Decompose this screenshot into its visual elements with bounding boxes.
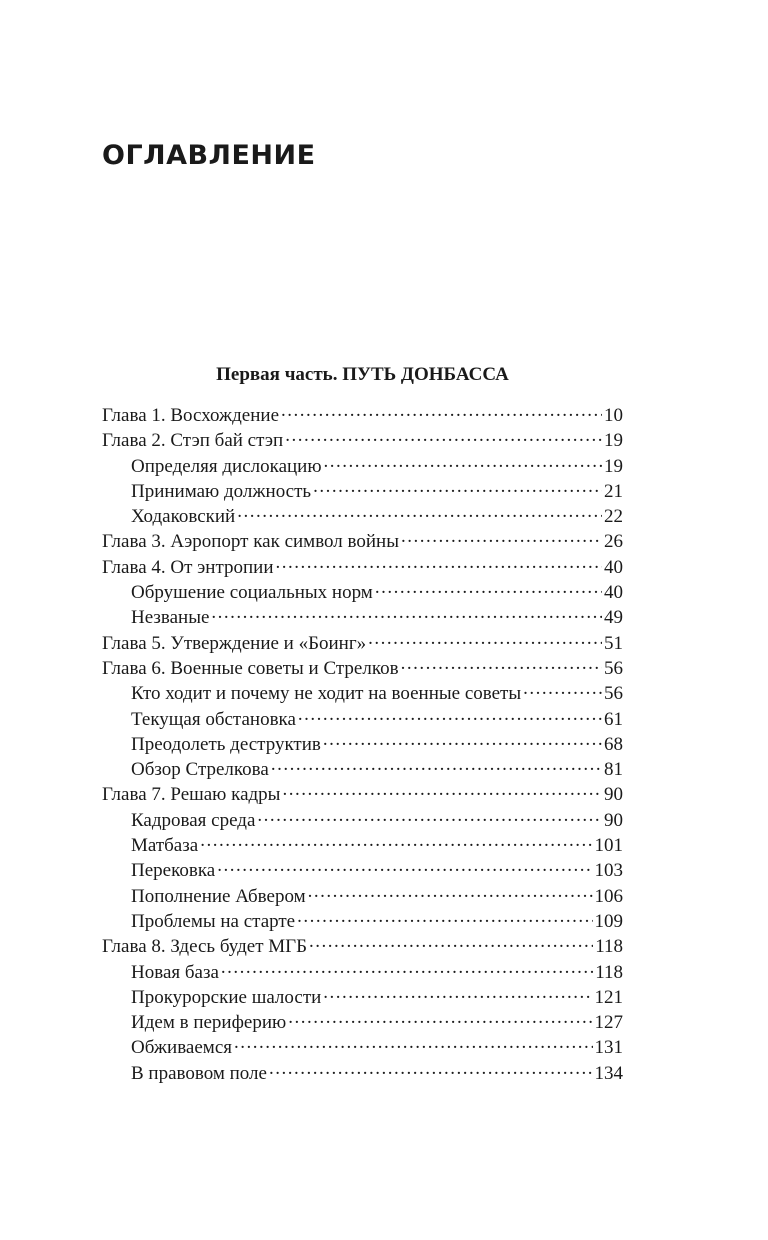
toc-page-number: 103 xyxy=(594,860,623,882)
toc-page-number: 56 xyxy=(604,657,623,679)
toc-entry-title: Преодолеть деструктив xyxy=(131,733,321,755)
toc-entry-title: Глава 3. Аэропорт как символ войны xyxy=(102,531,399,553)
toc-page-number: 134 xyxy=(594,1062,623,1084)
toc-entry-title: Проблемы на старте xyxy=(131,910,296,932)
toc-entry-title: Глава 4. От энтропии xyxy=(102,556,274,578)
toc-dot-leader xyxy=(217,856,592,876)
toc-dot-leader xyxy=(297,907,592,927)
toc-dot-leader xyxy=(298,705,602,725)
toc-page-number: 19 xyxy=(604,455,623,477)
toc-dot-leader xyxy=(313,477,602,497)
toc-entry-title: Обзор Стрелкова xyxy=(131,759,269,781)
toc-chapter-entry xyxy=(102,553,623,578)
toc-dot-leader xyxy=(276,553,602,573)
toc-page-number: 56 xyxy=(604,683,623,705)
toc-entry-title: Кадровая среда xyxy=(131,809,256,831)
toc-dot-leader xyxy=(368,629,602,649)
toc-chapter-entry xyxy=(102,527,623,552)
toc-page-number: 19 xyxy=(604,430,623,452)
toc-page-number: 109 xyxy=(594,910,623,932)
toc-page-number: 40 xyxy=(604,556,623,578)
toc-page-number: 121 xyxy=(594,986,623,1008)
toc-dot-leader xyxy=(282,780,602,800)
toc-page-number: 90 xyxy=(604,784,623,806)
toc-page-number: 21 xyxy=(604,480,623,502)
toc-entry-title: Глава 6. Военные советы и Стрелков xyxy=(102,657,399,679)
toc-dot-leader xyxy=(288,1008,592,1028)
toc-entry-title: Новая база xyxy=(131,961,219,983)
toc-entry-title: Глава 5. Утверждение и «Боинг» xyxy=(102,632,367,654)
toc-dot-leader xyxy=(271,755,602,775)
toc-dot-leader xyxy=(234,1033,593,1053)
toc-entry-title: Текущая обстановка xyxy=(131,708,296,730)
toc-section-entry xyxy=(102,1008,623,1033)
toc-page-number: 131 xyxy=(594,1037,623,1059)
toc-page-number: 106 xyxy=(594,885,623,907)
toc-dot-leader xyxy=(237,502,602,522)
toc-entry-title: Определяя дислокацию xyxy=(131,455,322,477)
toc-dot-leader xyxy=(200,831,592,851)
toc-section-entry xyxy=(102,578,623,603)
toc-dot-leader xyxy=(324,452,602,472)
toc-page-number: 22 xyxy=(604,506,623,528)
toc-entry-title: Матбаза xyxy=(131,835,199,857)
toc-entry-title: Глава 7. Решаю кадры xyxy=(102,784,281,806)
toc-section-entry xyxy=(102,983,623,1008)
page-title: ОГЛАВЛЕНИЕ xyxy=(102,140,316,171)
toc-chapter-entry xyxy=(102,629,623,654)
part-title: Первая часть. ПУТЬ ДОНБАССА xyxy=(216,364,509,385)
toc-chapter-entry xyxy=(102,932,623,957)
toc-section-entry xyxy=(102,603,623,628)
toc-page-number: 49 xyxy=(604,607,623,629)
toc-dot-leader xyxy=(221,958,593,978)
toc-chapter-entry xyxy=(102,780,623,805)
toc-dot-leader xyxy=(308,882,593,902)
toc-dot-leader xyxy=(257,806,602,826)
toc-section-entry xyxy=(102,856,623,881)
toc-entry-title: Идем в периферию xyxy=(131,1012,287,1034)
toc-entry-title: Глава 2. Стэп бай стэп xyxy=(102,430,284,452)
toc-section-entry xyxy=(102,452,623,477)
toc-section-entry xyxy=(102,502,623,527)
toc-section-entry xyxy=(102,907,623,932)
toc-entry-title: Незваные xyxy=(131,607,210,629)
toc-page-number: 61 xyxy=(604,708,623,730)
toc-chapter-entry xyxy=(102,426,623,451)
toc-dot-leader xyxy=(401,527,602,547)
toc-page-number: 118 xyxy=(595,936,623,958)
toc-page-number: 10 xyxy=(604,405,623,426)
toc-entry-title: Глава 8. Здесь будет МГБ xyxy=(102,936,308,958)
toc-page-number: 101 xyxy=(594,835,623,857)
toc-section-entry xyxy=(102,882,623,907)
toc-dot-leader xyxy=(375,578,602,598)
toc-entry-title: Обживаемся xyxy=(131,1037,232,1059)
toc-section-entry xyxy=(102,1033,623,1058)
toc-entry-title: Пополнение Абвером xyxy=(131,885,306,907)
toc-section-entry xyxy=(102,806,623,831)
toc-page-number: 26 xyxy=(604,531,623,553)
toc-entry-title: Принимаю должность xyxy=(131,480,312,502)
toc-chapter-entry xyxy=(102,401,623,426)
toc-dot-leader xyxy=(323,730,602,750)
toc-section-entry xyxy=(102,831,623,856)
toc-page-number: 51 xyxy=(604,632,623,654)
toc-page-number: 40 xyxy=(604,582,623,604)
toc-page-number: 118 xyxy=(595,961,623,983)
toc-section-entry xyxy=(102,477,623,502)
toc-page-number: 90 xyxy=(604,809,623,831)
toc-dot-leader xyxy=(523,679,602,699)
toc-dot-leader xyxy=(323,983,592,1003)
toc-page-number: 81 xyxy=(604,759,623,781)
toc-entry-title: Перековка xyxy=(131,860,216,882)
toc-section-entry xyxy=(102,705,623,730)
toc-page-number: 127 xyxy=(594,1012,623,1034)
toc-dot-leader xyxy=(269,1059,593,1079)
toc-chapter-entry xyxy=(102,654,623,679)
toc-dot-leader xyxy=(401,654,602,674)
toc-section-entry xyxy=(102,755,623,780)
toc-section-entry xyxy=(102,958,623,983)
table-of-contents xyxy=(102,401,623,1084)
toc-section-entry xyxy=(102,1059,623,1084)
toc-section-entry xyxy=(102,730,623,755)
toc-entry-title: Глава 1. Восхождение xyxy=(102,405,280,426)
toc-entry-title: Кто ходит и почему не ходит на военные советы xyxy=(131,683,522,705)
toc-dot-leader xyxy=(281,401,602,421)
toc-entry-title: В правовом поле xyxy=(131,1062,267,1084)
toc-entry-title: Прокурорские шалости xyxy=(131,986,322,1008)
toc-section-entry xyxy=(102,679,623,704)
toc-entry-title: Обрушение социальных норм xyxy=(131,582,373,604)
toc-dot-leader xyxy=(285,426,602,446)
toc-entry-title: Ходаковский xyxy=(131,506,236,528)
toc-dot-leader xyxy=(309,932,593,952)
toc-page-number: 68 xyxy=(604,733,623,755)
toc-dot-leader xyxy=(211,603,602,623)
